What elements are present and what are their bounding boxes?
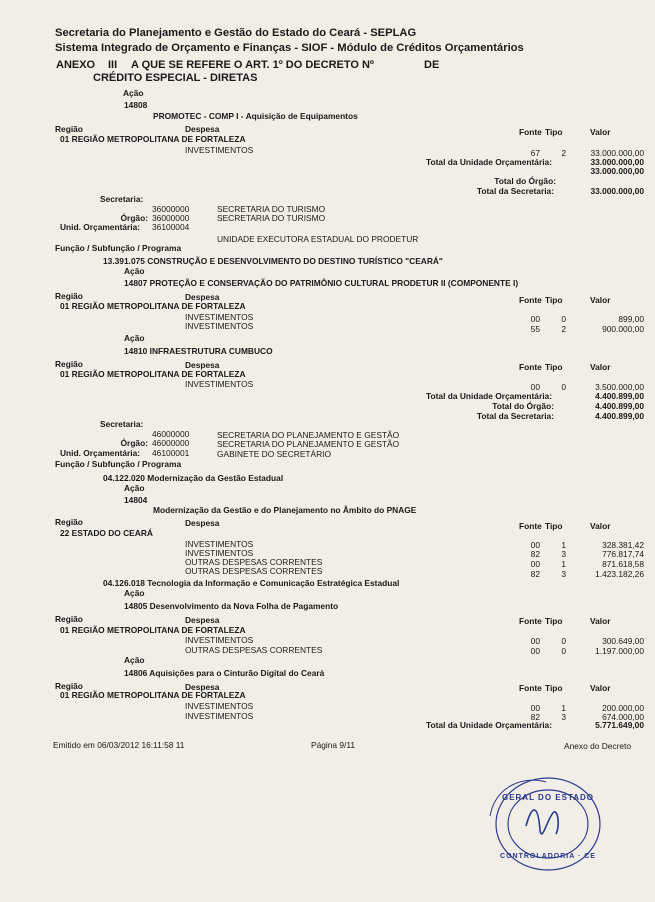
fonte-header: Fonte [519,295,542,305]
anexo-title: A QUE SE REFERE O ART. 1º DO DECRETO Nº [131,59,374,71]
secretaria-name: SECRETARIA DO PLANEJAMENTO E GESTÃO [217,430,400,440]
funcao-label: Função / Subfunção / Programa [55,459,182,469]
fonte-cell: 82 [530,712,540,722]
secretaria-name: SECRETARIA DO TURISMO [217,204,326,214]
total-unidade-label: Total da Unidade Orçamentária: [426,391,552,401]
funcao-label: Função / Subfunção / Programa [55,243,182,253]
total-secretaria-label: Total da Secretaria: [476,186,554,196]
despesa-cell: INVESTIMENTOS [185,379,254,389]
total-unidade-label: Total da Unidade Orçamentária: [426,157,552,167]
fonte-cell: 00 [530,646,540,656]
valor-cell: 899,00 [618,314,644,324]
fonte-cell: 00 [530,703,540,713]
total-orgao-label: Total do Órgão: [492,401,554,411]
secretaria-code: 36000000 [152,204,190,214]
tipo-header: Tipo [545,616,563,626]
fonte-header: Fonte [519,683,542,693]
secretaria-label: Secretaria: [100,194,144,204]
orgao-code: 36000000 [152,213,190,223]
despesa-cell: INVESTIMENTOS [185,548,254,558]
despesa-cell: OUTRAS DESPESAS CORRENTES [185,557,323,567]
orgao-label: Órgão: [120,213,148,223]
tipo-cell: 0 [561,382,566,392]
fonte-cell: 00 [530,314,540,324]
credito-title: CRÉDITO ESPECIAL - DIRETAS [93,72,258,84]
acao-label: Ação [124,266,145,276]
tipo-cell: 0 [561,646,566,656]
unid-code: 46100001 [152,448,190,458]
regiao-header: Região [55,124,83,134]
secretaria-label: Secretaria: [100,419,144,429]
valor-cell: 776.817,74 [602,549,644,559]
total-unidade-value: 5.771.649,00 [595,720,644,730]
despesa-header: Despesa [185,682,220,692]
programa: 13.391.075 CONSTRUÇÃO E DESENVOLVIMENTO DO DESTINO TURÍSTICO "CEARÁ" [103,256,443,266]
tipo-cell: 1 [561,540,566,550]
fonte-cell: 55 [530,324,540,334]
official-seal-stamp [486,774,604,874]
despesa-cell: INVESTIMENTOS [185,312,254,322]
acao-code: 14804 [124,495,148,505]
fonte-header: Fonte [519,616,542,626]
programa: 04.126.018 Tecnologia da Informação e Comunicação Estratégica Estadual [103,578,400,588]
valor-header: Valor [590,683,611,693]
anexo-number: III [108,59,118,71]
despesa-cell: INVESTIMENTOS [185,321,254,331]
valor-cell: 200.000,00 [602,703,644,713]
despesa-header: Despesa [185,615,220,625]
acao-name: 14805 Desenvolvimento da Nova Folha de Pagamento [124,601,339,611]
tipo-header: Tipo [545,127,563,137]
despesa-header: Despesa [185,124,220,134]
despesa-cell: INVESTIMENTOS [185,145,254,155]
orgao-code: 46000000 [152,438,190,448]
programa: 04.122.020 Modernização da Gestão Estadual [103,473,284,483]
tipo-cell: 1 [561,559,566,569]
acao-label: Ação [123,88,144,98]
valor-cell: 1.423.182,26 [595,569,644,579]
unid-code: 36100004 [152,222,190,232]
despesa-cell: INVESTIMENTOS [185,711,254,721]
fonte-cell: 00 [530,559,540,569]
regiao-header: Região [55,614,83,624]
regiao-name: 01 REGIÃO METROPOLITANA DE FORTALEZA [60,369,246,379]
regiao-header: Região [55,359,83,369]
tipo-cell: 3 [561,569,566,579]
fonte-cell: 67 [530,148,540,158]
tipo-cell: 0 [561,636,566,646]
total-unidade-label: Total da Unidade Orçamentária: [426,720,552,730]
despesa-header: Despesa [185,518,220,528]
unid-label: Unid. Orçamentária: [60,448,141,458]
anexo-de: DE [424,59,440,71]
header-system: Sistema Integrado de Orçamento e Finanças - SIOF - Módulo de Créditos Orçamentários [55,42,524,54]
acao-name: 14810 INFRAESTRUTURA CUMBUCO [124,346,273,356]
valor-cell: 1.197.000,00 [595,646,644,656]
tipo-cell: 3 [561,549,566,559]
fonte-cell: 00 [530,540,540,550]
total-unidade-value-2: 33.000.000,00 [590,166,644,176]
secretaria-code: 46000000 [152,429,190,439]
valor-header: Valor [590,295,611,305]
fonte-header: Fonte [519,127,542,137]
regiao-name: 22 ESTADO DO CEARÁ [60,528,153,538]
header-org: Secretaria do Planejamento e Gestão do Estado do Ceará - SEPLAG [55,27,417,39]
orgao-name: SECRETARIA DO TURISMO [217,213,326,223]
regiao-name: 01 REGIÃO METROPOLITANA DE FORTALEZA [60,301,246,311]
signature-mark [526,810,558,834]
valor-header: Valor [590,521,611,531]
despesa-cell: INVESTIMENTOS [185,635,254,645]
fonte-cell: 00 [530,382,540,392]
regiao-name: 01 REGIÃO METROPOLITANA DE FORTALEZA [60,134,246,144]
fonte-cell: 82 [530,569,540,579]
unid-name: UNIDADE EXECUTORA ESTADUAL DO PRODETUR [217,234,419,244]
regiao-name: 01 REGIÃO METROPOLITANA DE FORTALEZA [60,690,246,700]
despesa-header: Despesa [185,360,220,370]
total-secretaria-label: Total da Secretaria: [476,411,554,421]
valor-cell: 871.618,58 [602,559,644,569]
acao-label: Ação [124,655,145,665]
footer-page: Página 9/11 [311,740,356,750]
valor-cell: 674.000,00 [602,712,644,722]
valor-header: Valor [590,127,611,137]
despesa-cell: INVESTIMENTOS [185,701,254,711]
acao-name: PROMOTEC - COMP I - Aquisição de Equipamentos [153,111,358,121]
total-orgao-value: 4.400.899,00 [595,401,644,411]
despesa-cell: INVESTIMENTOS [185,539,254,549]
tipo-header: Tipo [545,295,563,305]
despesa-cell: OUTRAS DESPESAS CORRENTES [185,566,323,576]
valor-cell: 33.000.000,00 [590,148,644,158]
svg-text:GERAL DO ESTADO: GERAL DO ESTADO [501,793,595,802]
tipo-header: Tipo [545,521,563,531]
tipo-cell: 3 [561,712,566,722]
regiao-name: 01 REGIÃO METROPOLITANA DE FORTALEZA [60,625,246,635]
total-orgao-label: Total do Órgão: [494,176,556,186]
orgao-name: SECRETARIA DO PLANEJAMENTO E GESTÃO [217,439,400,449]
tipo-cell: 2 [561,148,566,158]
acao-code: 14808 [124,100,148,110]
regiao-header: Região [55,291,83,301]
unid-label: Unid. Orçamentária: [60,222,141,232]
acao-label: Ação [124,483,145,493]
acao-name: Modernização da Gestão e do Planejamento no Âmbito do PNAGE [153,505,417,515]
tipo-cell: 1 [561,703,566,713]
fonte-cell: 82 [530,549,540,559]
acao-name: 14806 Aquisições para o Cinturão Digital do Ceará [124,668,325,678]
valor-cell: 300.649,00 [602,636,644,646]
valor-cell: 3.500.000,00 [595,382,644,392]
valor-cell: 900.000,00 [602,324,644,334]
valor-header: Valor [590,616,611,626]
total-unidade-value: 4.400.899,00 [595,391,644,401]
despesa-cell: OUTRAS DESPESAS CORRENTES [185,645,323,655]
unid-name: GABINETE DO SECRETÁRIO [217,449,332,459]
valor-cell: 328.381,42 [602,540,644,550]
regiao-header: Região [55,681,83,691]
acao-label: Ação [124,588,145,598]
fonte-header: Fonte [519,521,542,531]
tipo-cell: 2 [561,324,566,334]
total-secretaria-value: 4.400.899,00 [595,411,644,421]
anexo-label: ANEXO [56,59,96,71]
total-secretaria-value: 33.000.000,00 [590,186,644,196]
acao-name: 14807 PROTEÇÃO E CONSERVAÇÃO DO PATRIMÔNIO CULTURAL PRODETUR II (COMPONENTE I) [124,278,519,288]
fonte-cell: 00 [530,636,540,646]
tipo-header: Tipo [545,362,563,372]
tipo-cell: 0 [561,314,566,324]
fonte-header: Fonte [519,362,542,372]
footer-anexo: Anexo do Decreto [564,741,632,751]
footer-emitted: Emitido em 06/03/2012 16:11:58 11 [53,740,185,750]
total-unidade-value: 33.000.000,00 [590,157,644,167]
tipo-header: Tipo [545,683,563,693]
despesa-header: Despesa [185,292,220,302]
valor-header: Valor [590,362,611,372]
svg-text:CONTROLADORIA · CE: CONTROLADORIA · CE [500,853,596,860]
orgao-label: Órgão: [120,438,148,448]
regiao-header: Região [55,517,83,527]
acao-label: Ação [124,333,145,343]
